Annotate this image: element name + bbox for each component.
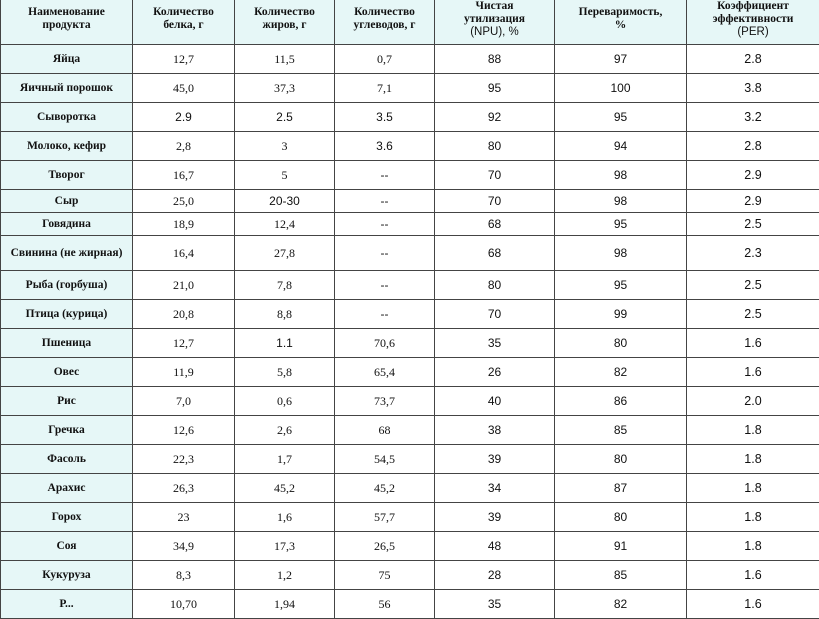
digestibility-cell: 95	[555, 213, 687, 236]
table-row	[1, 329, 819, 358]
table-row	[1, 45, 819, 74]
digestibility-cell: 99	[555, 300, 687, 329]
header-carbs: Количество углеводов, г	[335, 0, 435, 45]
digestibility-cell: 85	[555, 561, 687, 590]
protein-cell: 7,0	[133, 387, 235, 416]
npu-cell: 38	[435, 416, 555, 445]
carbs-cell: 54,5	[335, 445, 435, 474]
npu-cell: 68	[435, 213, 555, 236]
per-cell: 2.8	[687, 132, 819, 161]
per-cell: 1.6	[687, 590, 819, 619]
table-row	[1, 590, 819, 619]
per-cell: 1.6	[687, 329, 819, 358]
per-cell: 1.8	[687, 445, 819, 474]
product-name-cell: Свинина (не жирная)	[1, 236, 133, 271]
table-row	[1, 132, 819, 161]
fat-cell: 1.1	[235, 329, 335, 358]
digestibility-cell: 87	[555, 474, 687, 503]
carbs-cell: 7,1	[335, 74, 435, 103]
product-name-cell: Сыворотка	[1, 103, 133, 132]
fat-cell: 1,7	[235, 445, 335, 474]
carbs-cell: 45,2	[335, 474, 435, 503]
carbs-cell: 68	[335, 416, 435, 445]
carbs-cell: 57,7	[335, 503, 435, 532]
npu-cell: 95	[435, 74, 555, 103]
per-cell: 2.9	[687, 161, 819, 190]
digestibility-cell: 80	[555, 445, 687, 474]
carbs-cell: --	[335, 236, 435, 271]
carbs-cell: 3.5	[335, 103, 435, 132]
carbs-cell: 65,4	[335, 358, 435, 387]
table-row	[1, 561, 819, 590]
protein-cell: 12,7	[133, 329, 235, 358]
table-row	[1, 300, 819, 329]
fat-cell: 20-30	[235, 190, 335, 213]
per-cell: 2.8	[687, 45, 819, 74]
digestibility-cell: 94	[555, 132, 687, 161]
npu-cell: 70	[435, 300, 555, 329]
npu-cell: 35	[435, 329, 555, 358]
fat-cell: 3	[235, 132, 335, 161]
carbs-cell: 0,7	[335, 45, 435, 74]
digestibility-cell: 98	[555, 161, 687, 190]
table-row	[1, 503, 819, 532]
fat-cell: 12,4	[235, 213, 335, 236]
fat-cell: 17,3	[235, 532, 335, 561]
protein-cell: 2,8	[133, 132, 235, 161]
carbs-cell: --	[335, 271, 435, 300]
fat-cell: 8,8	[235, 300, 335, 329]
carbs-cell: 70,6	[335, 329, 435, 358]
npu-cell: 70	[435, 190, 555, 213]
carbs-cell: --	[335, 161, 435, 190]
protein-cell: 45,0	[133, 74, 235, 103]
npu-cell: 48	[435, 532, 555, 561]
fat-cell: 7,8	[235, 271, 335, 300]
per-cell: 2.0	[687, 387, 819, 416]
product-name-cell: Рис	[1, 387, 133, 416]
npu-cell: 92	[435, 103, 555, 132]
protein-cell: 20,8	[133, 300, 235, 329]
fat-cell: 1,94	[235, 590, 335, 619]
npu-cell: 39	[435, 445, 555, 474]
product-name-cell: Гречка	[1, 416, 133, 445]
table-row	[1, 532, 819, 561]
npu-cell: 39	[435, 503, 555, 532]
product-name-cell: Горох	[1, 503, 133, 532]
fat-cell: 37,3	[235, 74, 335, 103]
carbs-cell: 73,7	[335, 387, 435, 416]
carbs-cell: 3.6	[335, 132, 435, 161]
product-name-cell: Творог	[1, 161, 133, 190]
header-digestibility: Переваримость, %	[555, 0, 687, 45]
protein-cell: 11,9	[133, 358, 235, 387]
protein-cell: 23	[133, 503, 235, 532]
protein-cell: 34,9	[133, 532, 235, 561]
fat-cell: 5,8	[235, 358, 335, 387]
protein-cell: 12,7	[133, 45, 235, 74]
digestibility-cell: 80	[555, 503, 687, 532]
carbs-cell: --	[335, 213, 435, 236]
per-cell: 1.6	[687, 561, 819, 590]
table-row	[1, 445, 819, 474]
fat-cell: 1,6	[235, 503, 335, 532]
digestibility-cell: 85	[555, 416, 687, 445]
digestibility-cell: 91	[555, 532, 687, 561]
fat-cell: 0,6	[235, 387, 335, 416]
fat-cell: 45,2	[235, 474, 335, 503]
carbs-cell: 56	[335, 590, 435, 619]
digestibility-cell: 82	[555, 590, 687, 619]
table-row	[1, 358, 819, 387]
per-cell: 1.6	[687, 358, 819, 387]
table-row	[1, 236, 819, 271]
table-row	[1, 213, 819, 236]
header-fat: Количество жиров, г	[235, 0, 335, 45]
product-name-cell: Пшеница	[1, 329, 133, 358]
per-cell: 2.5	[687, 300, 819, 329]
product-name-cell: Арахис	[1, 474, 133, 503]
product-name-cell: Молоко, кефир	[1, 132, 133, 161]
npu-cell: 68	[435, 236, 555, 271]
per-cell: 1.8	[687, 532, 819, 561]
fat-cell: 1,2	[235, 561, 335, 590]
carbs-cell: --	[335, 190, 435, 213]
header-npu: Чистая утилизация (NPU), %	[435, 0, 555, 45]
table-row	[1, 161, 819, 190]
fat-cell: 27,8	[235, 236, 335, 271]
carbs-cell: 26,5	[335, 532, 435, 561]
protein-cell: 16,7	[133, 161, 235, 190]
per-cell: 2.3	[687, 236, 819, 271]
per-cell: 2.9	[687, 190, 819, 213]
npu-cell: 80	[435, 271, 555, 300]
carbs-cell: 75	[335, 561, 435, 590]
header-row	[1, 0, 819, 45]
digestibility-cell: 82	[555, 358, 687, 387]
fat-cell: 5	[235, 161, 335, 190]
table-row	[1, 190, 819, 213]
protein-cell: 10,70	[133, 590, 235, 619]
digestibility-cell: 100	[555, 74, 687, 103]
fat-cell: 2,6	[235, 416, 335, 445]
table-row	[1, 474, 819, 503]
protein-cell: 21,0	[133, 271, 235, 300]
product-name-cell: Овес	[1, 358, 133, 387]
product-name-cell: Яйца	[1, 45, 133, 74]
fat-cell: 2.5	[235, 103, 335, 132]
protein-cell: 18,9	[133, 213, 235, 236]
product-name-cell: Сыр	[1, 190, 133, 213]
per-cell: 1.8	[687, 416, 819, 445]
per-cell: 2.5	[687, 213, 819, 236]
npu-cell: 70	[435, 161, 555, 190]
protein-cell: 26,3	[133, 474, 235, 503]
table-row	[1, 271, 819, 300]
per-cell: 1.8	[687, 503, 819, 532]
product-name-cell: Фасоль	[1, 445, 133, 474]
per-cell: 1.8	[687, 474, 819, 503]
table-row	[1, 416, 819, 445]
product-name-cell: Птица (курица)	[1, 300, 133, 329]
protein-cell: 2.9	[133, 103, 235, 132]
product-name-cell: Кукуруза	[1, 561, 133, 590]
digestibility-cell: 95	[555, 271, 687, 300]
per-cell: 2.5	[687, 271, 819, 300]
digestibility-cell: 95	[555, 103, 687, 132]
npu-cell: 34	[435, 474, 555, 503]
product-name-cell: Яичный порошок	[1, 74, 133, 103]
npu-cell: 28	[435, 561, 555, 590]
digestibility-cell: 98	[555, 190, 687, 213]
digestibility-cell: 80	[555, 329, 687, 358]
table-row	[1, 74, 819, 103]
protein-cell: 22,3	[133, 445, 235, 474]
npu-cell: 40	[435, 387, 555, 416]
per-cell: 3.2	[687, 103, 819, 132]
protein-cell: 12,6	[133, 416, 235, 445]
carbs-cell: --	[335, 300, 435, 329]
product-name-cell: Р...	[1, 590, 133, 619]
digestibility-cell: 98	[555, 236, 687, 271]
fat-cell: 11,5	[235, 45, 335, 74]
header-product: Наименование продукта	[1, 0, 133, 45]
table-row	[1, 387, 819, 416]
table-row	[1, 103, 819, 132]
digestibility-cell: 97	[555, 45, 687, 74]
npu-cell: 26	[435, 358, 555, 387]
npu-cell: 88	[435, 45, 555, 74]
per-cell: 3.8	[687, 74, 819, 103]
protein-cell: 25,0	[133, 190, 235, 213]
npu-cell: 80	[435, 132, 555, 161]
header-per: Коэффициент эффективности (PER)	[687, 0, 819, 45]
protein-cell: 16,4	[133, 236, 235, 271]
header-protein: Количество белка, г	[133, 0, 235, 45]
product-name-cell: Соя	[1, 532, 133, 561]
product-name-cell: Рыба (горбуша)	[1, 271, 133, 300]
npu-cell: 35	[435, 590, 555, 619]
protein-cell: 8,3	[133, 561, 235, 590]
product-name-cell: Говядина	[1, 213, 133, 236]
digestibility-cell: 86	[555, 387, 687, 416]
